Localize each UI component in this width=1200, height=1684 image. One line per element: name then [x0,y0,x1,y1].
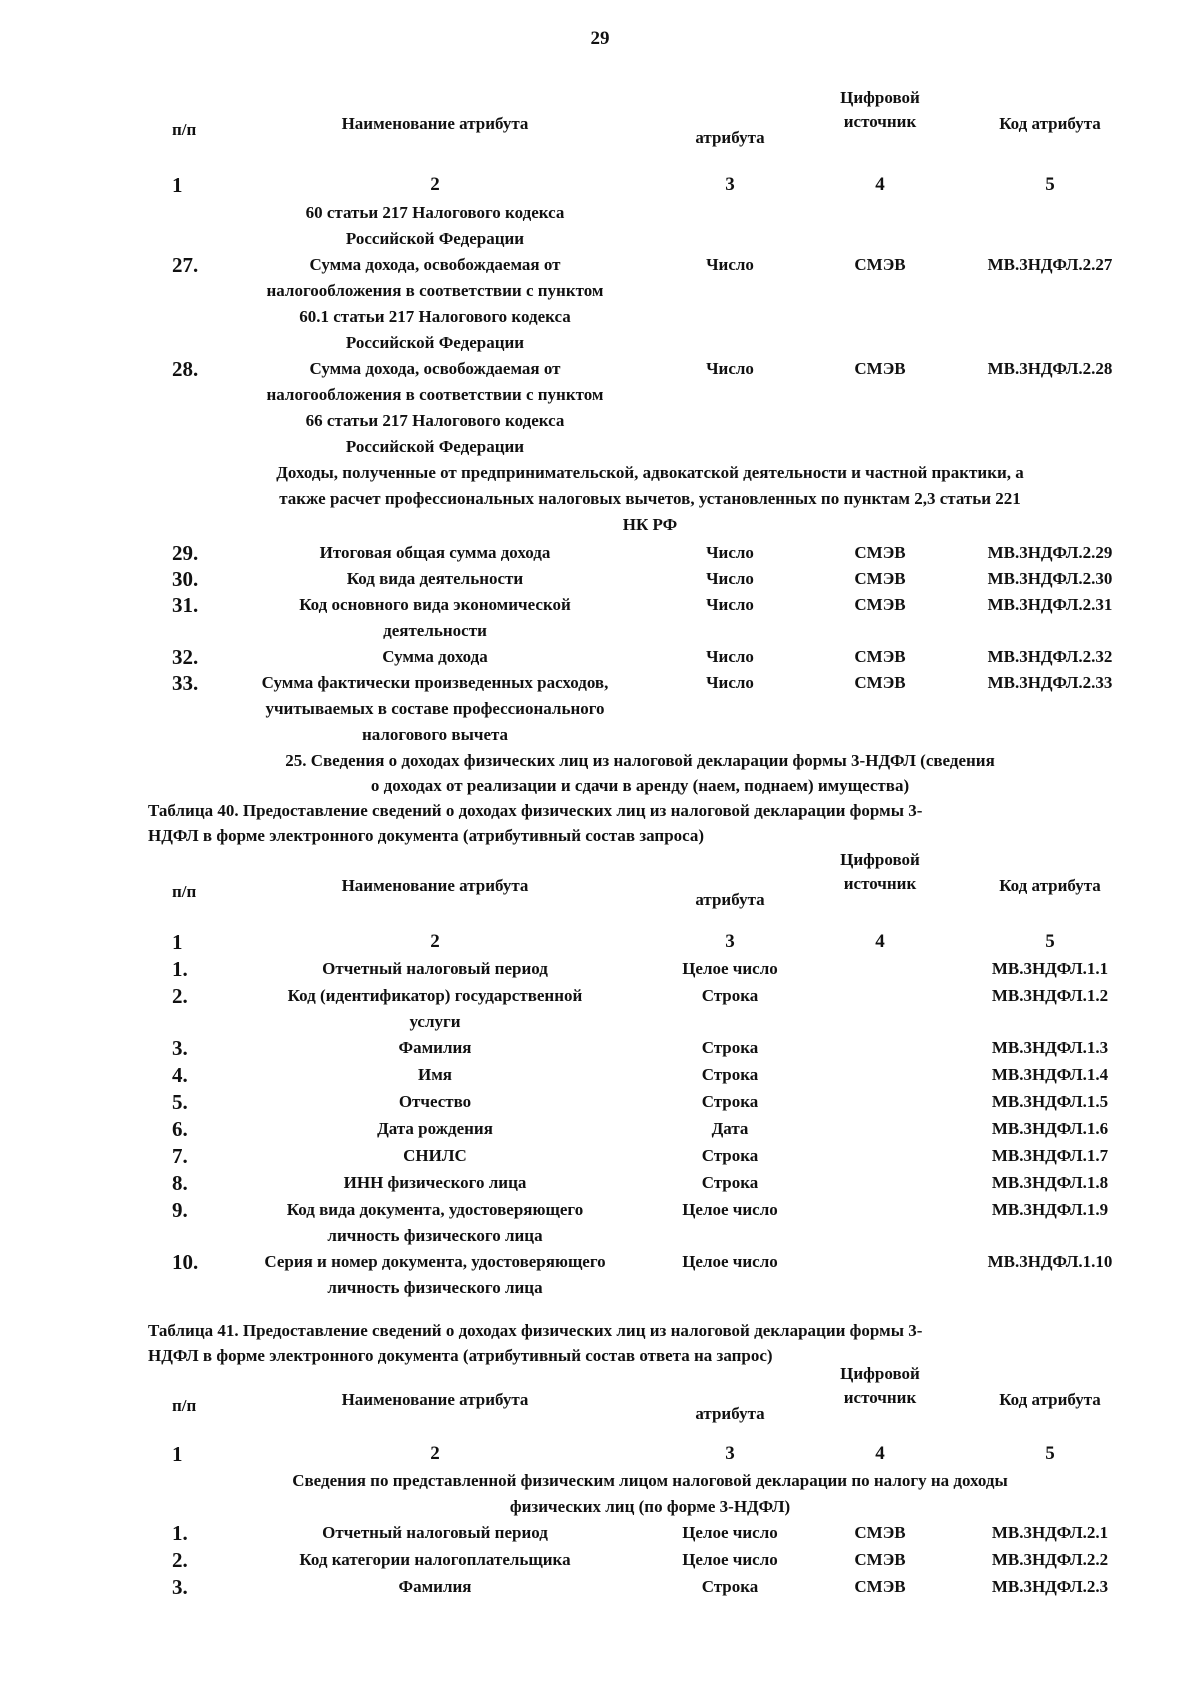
table-41 [150,1362,1150,1601]
row-name-line: Российской Федерации [345,437,525,456]
row-source: СМЭВ [854,1523,906,1542]
carry-line: 60 статьи 217 Налогового кодекса [305,203,565,222]
row-source: СМЭВ [854,673,906,692]
row-num: 29. [172,541,199,565]
row-name-line: Фамилия [398,1577,472,1596]
header-source: Цифровой источник [840,850,920,893]
table-40 [150,848,1150,1301]
row-num: 9. [172,1198,188,1222]
row-type: Строка [701,1146,759,1165]
table-40-caption [148,798,1158,848]
row-num: 1. [172,957,188,981]
row-code: МВ.3НДФЛ.2.27 [987,255,1113,274]
row-type: Число [706,595,754,614]
caption-line: Таблица 40. Предоставление сведений о доходах физических лиц из налоговой декларации формы 3- [148,801,923,820]
row-type: Целое число [682,1252,778,1271]
index-3: 3 [725,174,735,195]
table-row [150,670,1150,748]
row-name-line: Код категории налогоплательщика [299,1550,571,1569]
header-num: п/п [172,120,197,139]
row-num: 2. [172,1548,188,1572]
row-code: МВ.3НДФЛ.1.3 [991,1038,1109,1057]
row-name-line: налогообложения в соответствии с пунктом [266,281,604,300]
index-4: 4 [875,931,885,952]
row-type: Число [706,359,754,378]
row-code: МВ.3НДФЛ.1.5 [991,1092,1109,1111]
section-row [150,460,1150,540]
row-num: 31. [172,593,199,617]
row-name-line: личность физического лица [327,1278,543,1297]
index-row [150,1440,1150,1468]
index-3: 3 [725,1443,735,1464]
table-row [150,1197,1150,1249]
row-source: СМЭВ [854,647,906,666]
row-source: СМЭВ [854,255,906,274]
row-num: 3. [172,1575,188,1599]
row-type: Число [706,647,754,666]
row-name-line: ИНН физического лица [343,1173,527,1192]
row-type: Строка [701,986,759,1005]
row-num: 6. [172,1117,188,1141]
table-row [150,1249,1150,1301]
row-source: СМЭВ [854,1577,906,1596]
row-name-line: 60.1 статьи 217 Налогового кодекса [299,307,571,326]
row-code: МВ.3НДФЛ.1.1 [991,959,1109,978]
index-2: 2 [430,174,440,195]
table-row [150,566,1150,592]
row-type: Целое число [682,1200,778,1219]
index-5: 5 [1045,931,1055,952]
row-name-line: Код основного вида экономической [299,595,571,614]
header-source: Цифровой источник [840,88,920,131]
row-type: Целое число [682,1523,778,1542]
table-row [150,1143,1150,1170]
row-code: МВ.3НДФЛ.2.1 [991,1523,1109,1542]
table-row [150,592,1150,644]
index-1: 1 [172,173,183,197]
table-41-caption [148,1318,1158,1368]
table-row [150,1116,1150,1143]
section-line: Доходы, полученные от предпринимательской, адвокатской деятельности и частной практики, а [276,463,1024,482]
index-1: 1 [172,930,183,954]
row-name-line: Серия и номер документа, удостоверяющего [264,1252,606,1271]
caption-line: НДФЛ в форме электронного документа (атрибутивный состав ответа на запрос) [148,1346,773,1365]
table-row [150,540,1150,566]
header-code: Код атрибута [999,114,1101,133]
row-name-line: СНИЛС [403,1146,467,1165]
row-name-line: личность физического лица [327,1226,543,1245]
table-continued [150,86,1150,748]
row-type: Число [706,255,754,274]
index-3: 3 [725,931,735,952]
row-num: 7. [172,1144,188,1168]
row-code: МВ.3НДФЛ.2.33 [987,673,1113,692]
row-code: МВ.3НДФЛ.2.28 [987,359,1113,378]
row-code: МВ.3НДФЛ.1.8 [991,1173,1109,1192]
row-type: Строка [701,1173,759,1192]
row-num: 28. [172,357,199,381]
table-header [150,1362,1150,1440]
row-code: МВ.3НДФЛ.1.10 [987,1252,1113,1271]
row-num: 3. [172,1036,188,1060]
row-type: Строка [701,1065,759,1084]
index-1: 1 [172,1442,183,1466]
row-num: 10. [172,1250,199,1274]
row-name-line: 66 статьи 217 Налогового кодекса [305,411,565,430]
section-line: НК РФ [622,515,678,534]
row-name-line: Фамилия [398,1038,472,1057]
row-name-line: налогового вычета [361,725,509,744]
row-code: МВ.3НДФЛ.1.9 [991,1200,1109,1219]
section-title-line: 25. Сведения о доходах физических лиц из налоговой декларации формы 3-НДФЛ (сведения [285,751,995,770]
row-code: МВ.3НДФЛ.1.2 [991,986,1109,1005]
row-num: 33. [172,671,199,695]
row-num: 30. [172,567,199,591]
header-source: Цифровой источник [840,1364,920,1407]
table-row [150,1547,1150,1574]
row-num: 32. [172,645,199,669]
table-row [150,1170,1150,1197]
row-code: МВ.3НДФЛ.2.32 [987,647,1113,666]
row-type: Число [706,569,754,588]
table-row [150,983,1150,1035]
row-code: МВ.3НДФЛ.2.3 [991,1577,1109,1596]
row-name-line: Сумма дохода, освобождаемая от [309,359,561,378]
section-line: физических лиц (по форме 3-НДФЛ) [509,1497,791,1516]
row-name-line: Сумма фактически произведенных расходов, [261,673,609,692]
table-row [150,1520,1150,1547]
row-name-line: Код вида документа, удостоверяющего [286,1200,584,1219]
index-4: 4 [875,1443,885,1464]
index-row [150,928,1150,956]
row-source: СМЭВ [854,543,906,562]
row-code: МВ.3НДФЛ.2.29 [987,543,1113,562]
row-code: МВ.3НДФЛ.1.6 [991,1119,1109,1138]
row-name-line: Сумма дохода [382,647,488,666]
row-code: МВ.3НДФЛ.2.31 [987,595,1113,614]
header-name: Наименование атрибута [341,876,529,895]
page-number: 29 [590,28,610,49]
table-header [150,86,1150,170]
index-5: 5 [1045,174,1055,195]
row-name-line: Отчество [398,1092,472,1111]
row-num: 4. [172,1063,188,1087]
row-name-line: налогообложения в соответствии с пунктом [266,385,604,404]
section-title-line: о доходах от реализации и сдачи в аренду (наем, поднаем) имущества) [370,776,910,795]
row-code: МВ.3НДФЛ.1.4 [991,1065,1109,1084]
header-code: Код атрибута [999,876,1101,895]
row-num: 8. [172,1171,188,1195]
row-name-line: учитываемых в составе профессионального [265,699,605,718]
table-row [150,1062,1150,1089]
row-type: Число [706,543,754,562]
row-name-line: деятельности [383,621,487,640]
header-code: Код атрибута [999,1390,1101,1409]
index-2: 2 [430,931,440,952]
index-5: 5 [1045,1443,1055,1464]
row-name-line: Дата рождения [377,1119,493,1138]
row-name-line: Отчетный налоговый период [322,1523,548,1542]
row-name-line: Итоговая общая сумма дохода [319,543,551,562]
row-name-line: Код (идентификатор) государственной [287,986,583,1005]
row-type: Строка [701,1092,759,1111]
table-row [150,1035,1150,1062]
row-code: МВ.3НДФЛ.1.7 [991,1146,1109,1165]
row-type: Число [706,673,754,692]
row-source: СМЭВ [854,359,906,378]
row-name-line: Отчетный налоговый период [322,959,548,978]
header-num: п/п [172,882,197,901]
row-code: МВ.3НДФЛ.2.2 [991,1550,1109,1569]
header-type: атрибута [695,890,765,909]
caption-line: Таблица 41. Предоставление сведений о доходах физических лиц из налоговой декларации формы 3- [148,1321,923,1340]
index-4: 4 [875,174,885,195]
table-header [150,848,1150,928]
header-name: Наименование атрибута [341,114,529,133]
row-num: 27. [172,253,199,277]
header-num: п/п [172,1396,197,1415]
caption-line: НДФЛ в форме электронного документа (атрибутивный состав запроса) [148,826,705,845]
table-row [150,644,1150,670]
section-row [150,1468,1150,1520]
header-name: Наименование атрибута [341,1390,529,1409]
table-row [150,1574,1150,1601]
row-name-line: услуги [409,1012,461,1031]
row-type: Дата [711,1119,749,1138]
section-25-title [150,748,1130,798]
row-source: СМЭВ [854,569,906,588]
section-line: Сведения по представленной физическим лицом налоговой декларации по налогу на доходы [292,1471,1008,1490]
row-type: Строка [701,1577,759,1596]
row-name-line: Код вида деятельности [346,569,524,588]
row-type: Целое число [682,959,778,978]
row-num: 1. [172,1521,188,1545]
section-line: также расчет профессиональных налоговых вычетов, установленных по пунктам 2,3 статьи 221 [279,489,1021,508]
row-source: СМЭВ [854,1550,906,1569]
table-row [150,356,1150,460]
header-type: атрибута [695,1404,765,1423]
row-type: Целое число [682,1550,778,1569]
row-type: Строка [701,1038,759,1057]
carry-line: Российской Федерации [345,229,525,248]
row-num: 2. [172,984,188,1008]
table-row [150,956,1150,983]
carry-over-row [150,200,1150,252]
table-row [150,252,1150,356]
row-name-line: Российской Федерации [345,333,525,352]
index-row [150,170,1150,200]
table-row [150,1089,1150,1116]
row-source: СМЭВ [854,595,906,614]
header-type: атрибута [695,128,765,147]
row-code: МВ.3НДФЛ.2.30 [987,569,1113,588]
row-num: 5. [172,1090,188,1114]
row-name-line: Имя [418,1065,452,1084]
index-2: 2 [430,1443,440,1464]
row-name-line: Сумма дохода, освобождаемая от [309,255,561,274]
